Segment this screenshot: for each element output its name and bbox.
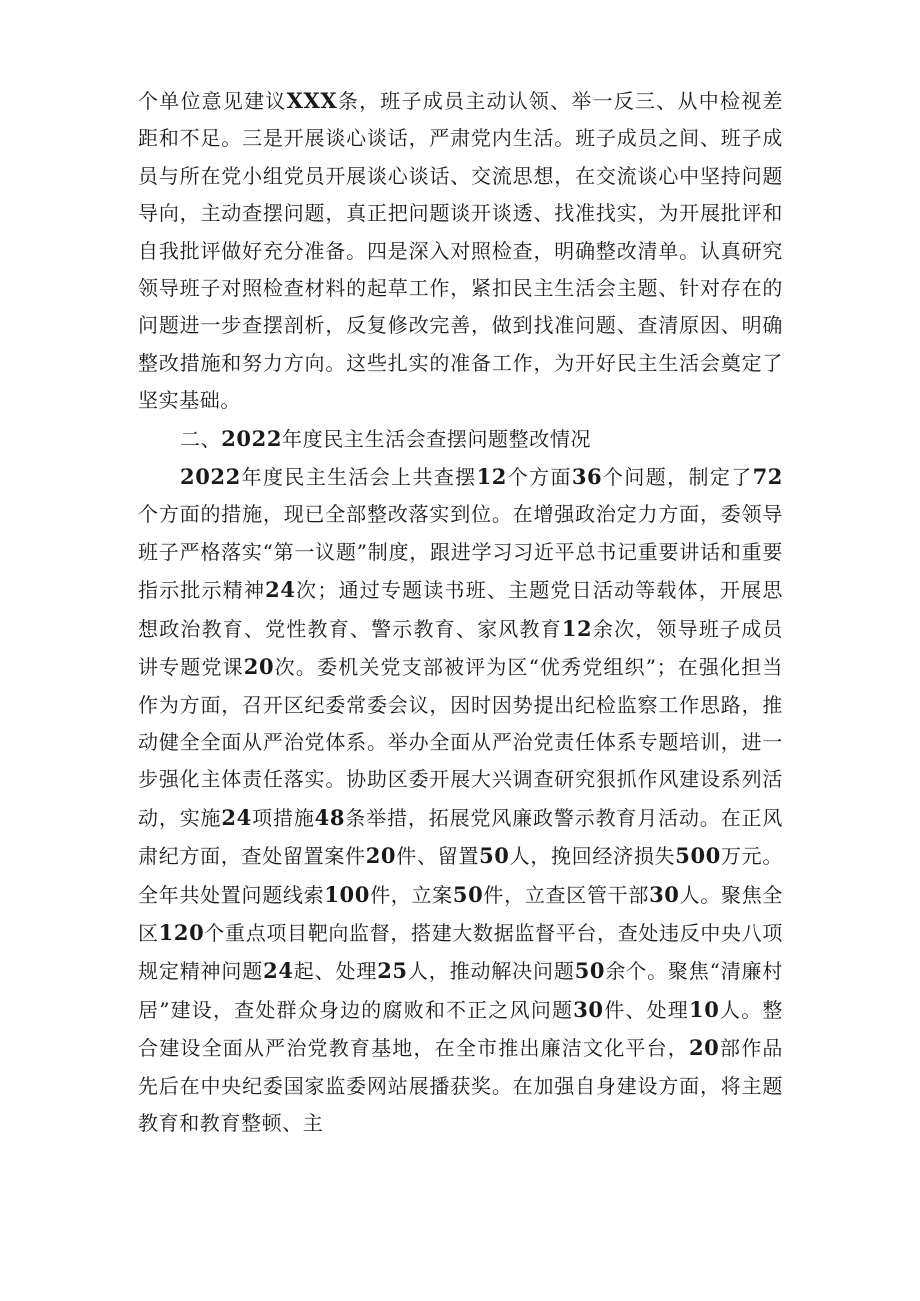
heading-text: 年度民主生活会查摆问题整改情况 bbox=[282, 426, 592, 451]
document-body bbox=[138, 82, 783, 1142]
bold-number: 24 bbox=[265, 577, 296, 603]
text-run: 件、留置 bbox=[396, 844, 480, 869]
text-run: 人。聚焦全区 bbox=[138, 882, 784, 945]
bold-number: 36 bbox=[571, 464, 603, 490]
text-run: 件，立案 bbox=[369, 882, 453, 907]
text-run: 件，立查区管干部 bbox=[483, 882, 650, 907]
bold-number: 50 bbox=[574, 958, 606, 984]
text-run: 个方面的措施，现已全部整改落实到位。在增强政治定力方面，委领导班子严格落实“第一议题”制度，跟进学习习近平总书记重要讲话和重要指示批示精神 bbox=[138, 502, 783, 603]
text-run: 人，推动解决问题 bbox=[407, 959, 575, 984]
text-run: 次；通过专题读书班、主题党日活动等载体，开展思想政治教育、党性教育、警示教育、家风教育 bbox=[138, 578, 783, 641]
heading-prefix: 二、 bbox=[180, 426, 222, 451]
text-run: 人，挽回经济损失 bbox=[509, 844, 676, 869]
text-run: 部作品先后在中央纪委国家监委网站展播获奖。在加强自身建设方面，将主题教育和教育整顿、主 bbox=[138, 1036, 783, 1135]
bold-number: 25 bbox=[377, 958, 408, 984]
paragraph-rectification-details bbox=[138, 458, 783, 1142]
text-run: 件、处理 bbox=[603, 997, 689, 1022]
bold-number: 50 bbox=[479, 843, 510, 869]
bold-number: 12 bbox=[561, 615, 593, 641]
section-heading-2022-rectification bbox=[138, 420, 783, 458]
bold-number: 500 bbox=[675, 843, 721, 869]
text-run: 余次，领导班子成员讲专题党课 bbox=[138, 616, 784, 680]
text-run: 起、处理 bbox=[293, 959, 378, 984]
bold-number: 20 bbox=[243, 654, 275, 680]
text-run: 年度民主生活会上共查摆 bbox=[240, 465, 477, 490]
text-run: 个单位意见建议 bbox=[138, 89, 287, 113]
text-run: 项措施 bbox=[251, 805, 315, 830]
text-run: 个问题，制定了 bbox=[602, 465, 753, 490]
text-run: 条举措，拓展党风廉政警示教育月活动。在正风肃纪方面，查处留置案件 bbox=[138, 805, 783, 869]
bold-number: XXX bbox=[286, 88, 338, 113]
bold-number: 120 bbox=[158, 919, 205, 945]
paragraph-preparation-work bbox=[138, 82, 783, 420]
bold-number: 24 bbox=[263, 958, 294, 984]
bold-number: 30 bbox=[573, 996, 604, 1022]
text-run: 人。整合建设全面从严治党教育基地，在全市推出廉洁文化平台， bbox=[138, 997, 784, 1061]
bold-number: 20 bbox=[365, 843, 397, 869]
heading-year: 2022 bbox=[221, 425, 283, 451]
text-run: 个重点项目靶向监督，搭建大数据监督平台，查处违反中央八项规定精神问题 bbox=[138, 920, 783, 984]
bold-number: 12 bbox=[476, 464, 507, 490]
text-run: 次。委机关党支部被评为区“优秀党组织”；在强化担当作为方面，召开区纪委常委会议，因时因势提出纪检监察工作思路，推动健全全面从严治党体系。举办全面从严治党责任体系专题培训，进一步强化主体责任落实。协助区委开展大兴调查研究狠抓作风建设系列活动，实施 bbox=[138, 655, 783, 830]
text-run: 万元。全年共处置问题线索 bbox=[138, 844, 783, 907]
text-run: 余个。聚焦“清廉村居”建设，查处群众身边的腐败和不正之风问题 bbox=[138, 959, 783, 1022]
bold-number: 24 bbox=[221, 804, 252, 830]
bold-number: 100 bbox=[324, 881, 370, 907]
bold-number: 50 bbox=[452, 881, 484, 907]
bold-number: 20 bbox=[688, 1035, 720, 1061]
bold-number: 72 bbox=[752, 464, 783, 490]
bold-number: 30 bbox=[649, 881, 680, 907]
text-run: 个方面 bbox=[507, 465, 572, 490]
bold-number: 48 bbox=[314, 804, 346, 830]
text-run: 条，班子成员主动认领、举一反三、从中检视差距和不足。三是开展谈心谈话，严肃党内生活。班子成员之间、班子成员与所在党小组党员开展谈心谈话、交流思想，在交流谈心中坚持问题导向，主动查摆问题，真正把问题谈开谈透、找准找实，为开展批评和自我批评做好充分准备。四是深入对照检查，明确整改清单。认真研究领导班子对照检查材料的起草工作，紧扣民主生活会主题、针对存在的问题进一步查摆剖析，反复修改完善，做到找准问题、查清原因、明确整改措施和努力方向。这些扎实的准备工作，为开好民主生活会奠定了坚实基础。 bbox=[138, 89, 783, 413]
bold-number: 10 bbox=[689, 996, 720, 1022]
bold-number: 2022 bbox=[180, 464, 241, 490]
